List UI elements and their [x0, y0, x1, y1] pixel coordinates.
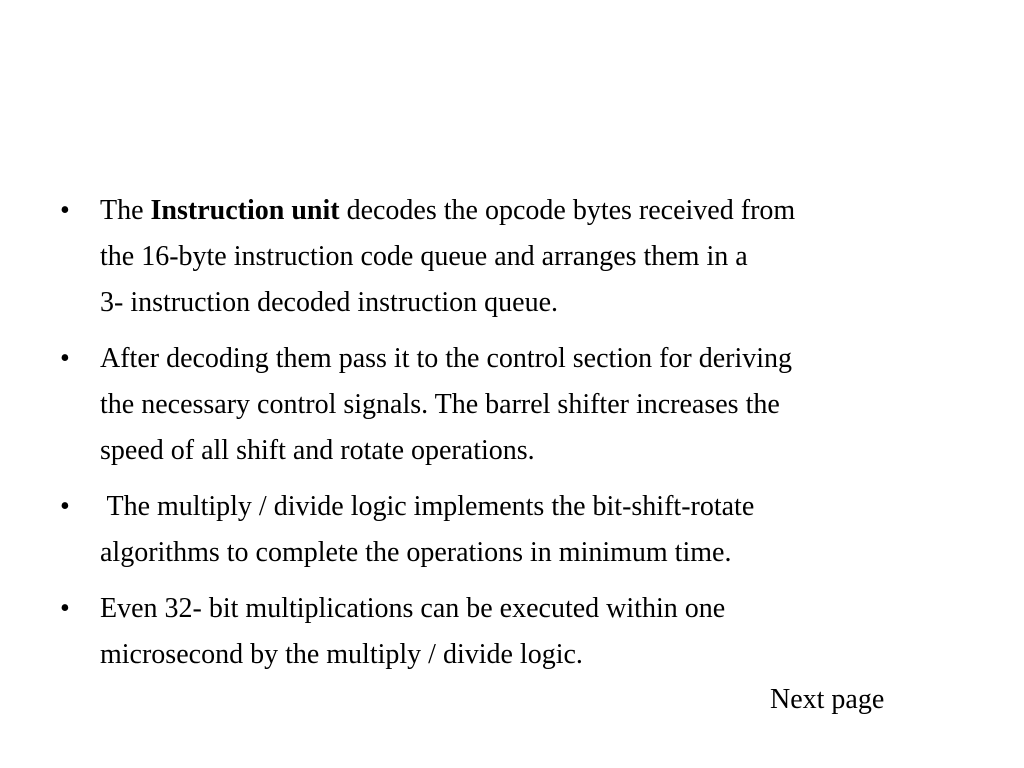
bullet-line: algorithms to complete the operations in minimum time.	[100, 537, 732, 568]
bullet-line: Even 32- bit multiplications can be executed within one	[100, 593, 726, 624]
bullet-line: speed of all shift and rotate operations.	[100, 435, 535, 466]
bullet-line: the necessary control signals. The barrel shifter increases the	[100, 389, 780, 420]
next-page-link[interactable]: Next page	[770, 684, 885, 715]
bullet-list	[60, 188, 960, 688]
bullet-line	[100, 188, 960, 234]
bullet-text: The	[100, 195, 151, 226]
bullet-item-multiply-divide	[60, 484, 960, 576]
bullet-item-32bit-multiplication	[60, 586, 960, 678]
bullet-line: The multiply / divide logic implements the bit-shift-rotate	[100, 491, 755, 522]
bullet-line: 3- instruction decoded instruction queue.	[100, 287, 558, 318]
bullet-line: After decoding them pass it to the control section for deriving	[100, 343, 793, 374]
bullet-line: microsecond by the multiply / divide logic.	[100, 639, 583, 670]
bold-term: Instruction unit	[150, 195, 340, 226]
bullet-item-instruction-unit	[60, 188, 960, 326]
bullet-icon: •	[60, 593, 70, 624]
bullet-text: decodes the opcode bytes received from	[339, 195, 796, 226]
bullet-icon: •	[60, 343, 70, 374]
bullet-line: the 16-byte instruction code queue and arranges them in a	[100, 241, 748, 272]
bullet-item-control-section	[60, 336, 960, 474]
bullet-icon: •	[60, 195, 70, 226]
bullet-icon: •	[60, 491, 70, 522]
